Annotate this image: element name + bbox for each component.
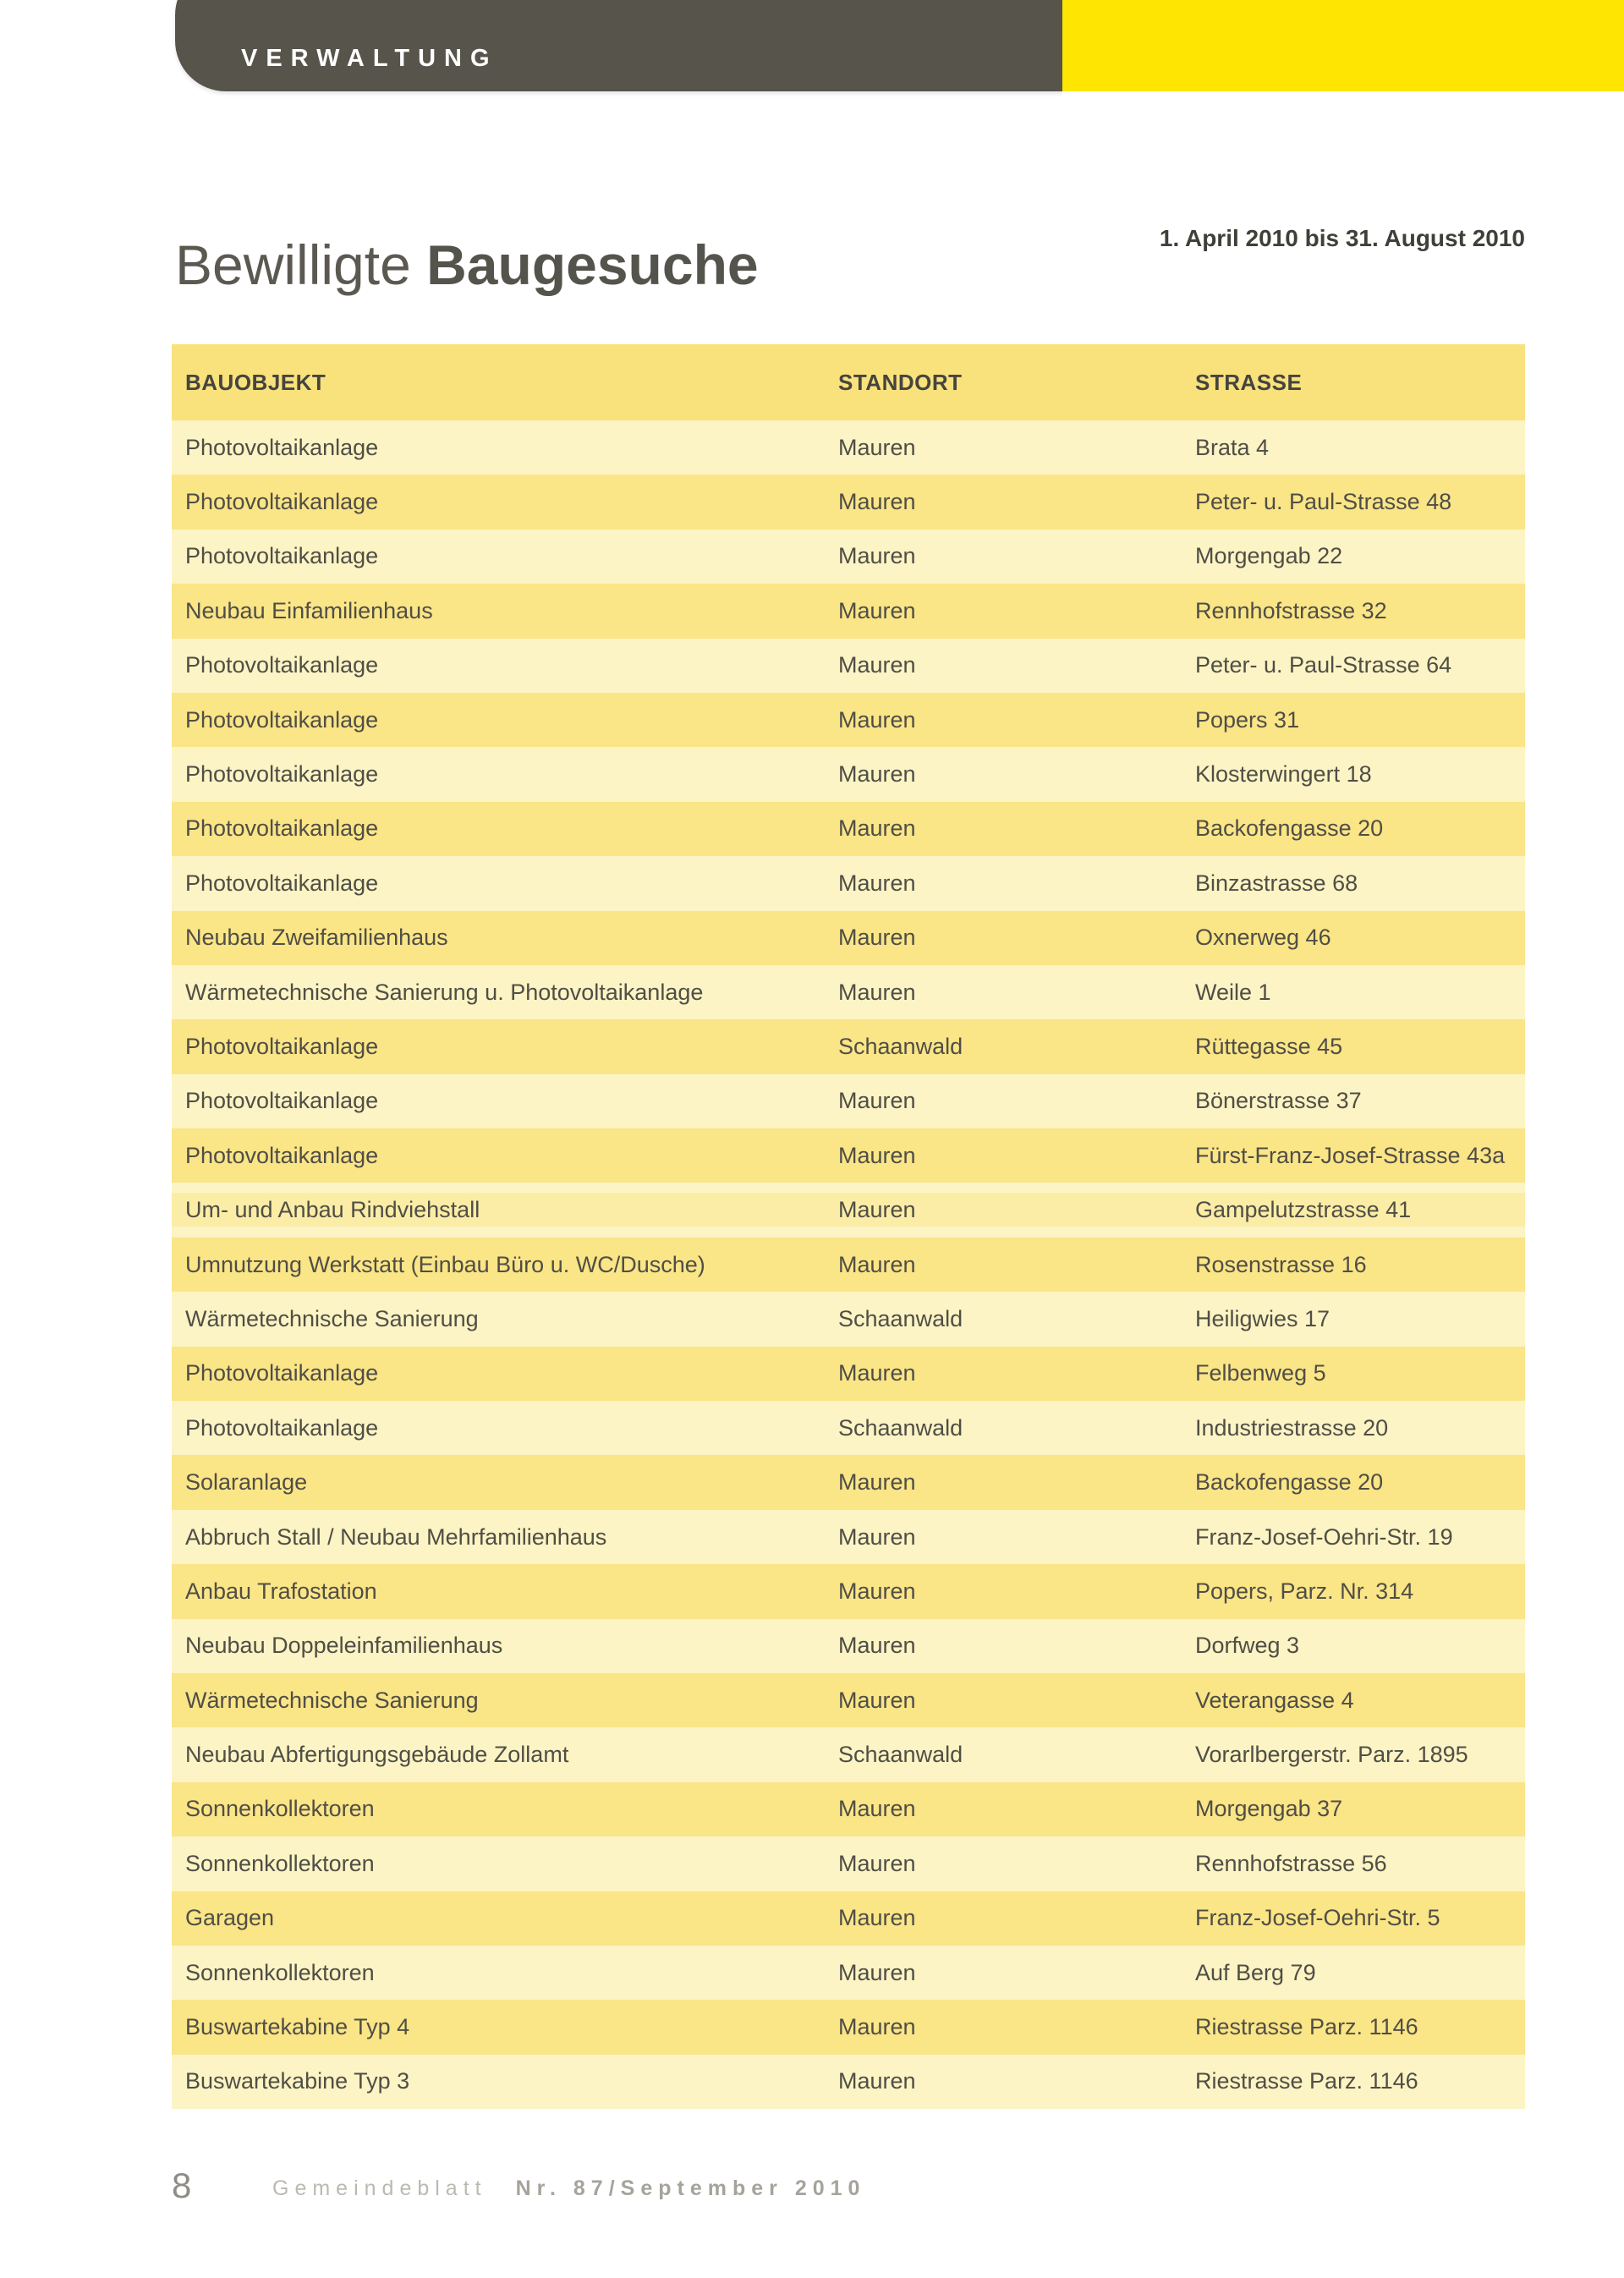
cell-standort: Mauren [838,652,916,678]
table-row [172,1128,1525,1183]
page-number: 8 [172,2165,192,2205]
cell-strasse: Felbenweg 5 [1195,1360,1326,1386]
cell-bauobjekt: Photovoltaikanlage [185,434,379,460]
table-row [172,1619,1525,1673]
cell-bauobjekt: Sonnenkollektoren [185,1959,375,1985]
cell-strasse: Franz-Josef-Oehri-Str. 19 [1195,1523,1453,1550]
table-row [172,1510,1525,1564]
table-row [172,1727,1525,1781]
page-title-regular: Bewilligte [175,233,411,297]
cell-strasse: Heiligwies 17 [1195,1305,1330,1331]
table-row [172,1891,1525,1946]
cell-bauobjekt: Buswartekabine Typ 3 [185,2068,410,2094]
table-row [172,1673,1525,1727]
cell-bauobjekt: Photovoltaikanlage [185,1414,379,1441]
cell-strasse: Dorfweg 3 [1195,1633,1300,1659]
table-row [172,584,1525,638]
cell-standort: Schaanwald [838,1033,963,1059]
table-row [172,1564,1525,1618]
cell-strasse: Rennhofstrasse 56 [1195,1850,1387,1876]
cell-bauobjekt: Photovoltaikanlage [185,761,379,788]
cell-strasse: Morgengab 22 [1195,543,1343,569]
cell-bauobjekt: Umnutzung Werkstatt (Einbau Büro u. WC/Dusche) [185,1251,705,1277]
cell-bauobjekt: Neubau Doppeleinfamilienhaus [185,1633,503,1659]
table-row [172,693,1525,747]
cell-strasse: Vorarlbergerstr. Parz. 1895 [1195,1742,1468,1768]
date-range: 1. April 2010 bis 31. August 2010 [1159,225,1525,251]
table-row [172,1292,1525,1346]
cell-bauobjekt: Solaranlage [185,1469,308,1496]
cell-bauobjekt: Photovoltaikanlage [185,1360,379,1386]
table-row [172,965,1525,1019]
cell-strasse: Gampelutzstrasse 41 [1195,1196,1412,1222]
banner-yellow-block [1062,0,1624,91]
cell-standort: Mauren [838,1088,916,1114]
cell-standort: Mauren [838,1850,916,1876]
cell-standort: Schaanwald [838,1742,963,1768]
table-row [172,1455,1525,1509]
cell-standort: Mauren [838,1251,916,1277]
cell-standort: Mauren [838,1633,916,1659]
building-permits-table [172,344,1525,2109]
cell-strasse: Brata 4 [1195,434,1270,460]
cell-bauobjekt: Photovoltaikanlage [185,815,379,842]
table-row [172,1019,1525,1073]
column-header-bauobjekt: BAUOBJEKT [185,369,326,395]
footer-issue: Nr. 87/September 2010 [515,2176,866,2200]
cell-strasse: Auf Berg 79 [1195,1959,1316,1985]
cell-bauobjekt: Neubau Zweifamilienhaus [185,925,448,951]
cell-strasse: Morgengab 37 [1195,1796,1343,1822]
cell-strasse: Klosterwingert 18 [1195,761,1372,788]
cell-standort: Mauren [838,1796,916,1822]
cell-strasse: Rüttegasse 45 [1195,1033,1343,1059]
section-label: VERWALTUNG [241,45,498,72]
cell-bauobjekt: Photovoltaikanlage [185,1142,379,1168]
cell-standort: Mauren [838,1196,916,1222]
cell-bauobjekt: Abbruch Stall / Neubau Mehrfamilienhaus [185,1523,607,1550]
cell-bauobjekt: Photovoltaikanlage [185,543,379,569]
cell-strasse: Binzastrasse 68 [1195,870,1358,896]
cell-bauobjekt: Neubau Abfertigungsgebäude Zollamt [185,1742,569,1768]
cell-standort: Mauren [838,1142,916,1168]
cell-standort: Mauren [838,925,916,951]
cell-standort: Schaanwald [838,1414,963,1441]
cell-strasse: Peter- u. Paul-Strasse 48 [1195,489,1452,515]
cell-bauobjekt: Anbau Trafostation [185,1578,377,1604]
cell-strasse: Bönerstrasse 37 [1195,1088,1362,1114]
table-row [172,1347,1525,1401]
cell-standort: Mauren [838,597,916,623]
table-row [172,911,1525,965]
cell-bauobjekt: Photovoltaikanlage [185,1088,379,1114]
column-header-standort: STANDORT [838,369,963,395]
table-row [172,1401,1525,1455]
table-body [172,420,1525,2109]
cell-bauobjekt: Photovoltaikanlage [185,706,379,733]
table-row [172,530,1525,584]
cell-standort: Mauren [838,1469,916,1496]
cell-strasse: Franz-Josef-Oehri-Str. 5 [1195,1905,1440,1931]
cell-standort: Mauren [838,2014,916,2040]
cell-bauobjekt: Wärmetechnische Sanierung [185,1305,479,1331]
table-row [172,420,1525,475]
cell-strasse: Backofengasse 20 [1195,1469,1384,1496]
cell-standort: Mauren [838,1959,916,1985]
page-title [175,233,759,297]
cell-bauobjekt: Wärmetechnische Sanierung u. Photovoltaikanlage [185,979,704,1005]
cell-strasse: Weile 1 [1195,979,1271,1005]
footer-publication: Gemeindeblatt [272,2176,487,2200]
footer-line [272,2176,865,2201]
cell-bauobjekt: Sonnenkollektoren [185,1850,375,1876]
cell-strasse: Rennhofstrasse 32 [1195,597,1387,623]
cell-standort: Mauren [838,706,916,733]
cell-standort: Mauren [838,1578,916,1604]
table-row [172,639,1525,693]
section-banner [175,0,1062,91]
cell-standort: Mauren [838,2068,916,2094]
cell-standort: Schaanwald [838,1305,963,1331]
cell-strasse: Riestrasse Parz. 1146 [1195,2068,1418,2094]
cell-bauobjekt: Buswartekabine Typ 4 [185,2014,410,2040]
cell-strasse: Popers 31 [1195,706,1300,733]
cell-strasse: Industriestrasse 20 [1195,1414,1389,1441]
cell-strasse: Veterangasse 4 [1195,1687,1354,1713]
cell-bauobjekt: Garagen [185,1905,275,1931]
table-row [172,802,1525,856]
cell-strasse: Oxnerweg 46 [1195,925,1331,951]
page-title-bold: Baugesuche [426,233,759,297]
cell-standort: Mauren [838,543,916,569]
cell-standort: Mauren [838,434,916,460]
cell-standort: Mauren [838,761,916,788]
cell-bauobjekt: Photovoltaikanlage [185,1033,379,1059]
table-row [172,2055,1525,2109]
cell-standort: Mauren [838,1360,916,1386]
cell-strasse: Rosenstrasse 16 [1195,1251,1367,1277]
cell-strasse: Backofengasse 20 [1195,815,1384,842]
cell-standort: Mauren [838,1523,916,1550]
cell-bauobjekt: Photovoltaikanlage [185,489,379,515]
table-row [172,747,1525,801]
cell-bauobjekt: Photovoltaikanlage [185,870,379,896]
table-row [172,1183,1525,1237]
cell-strasse: Peter- u. Paul-Strasse 64 [1195,652,1452,678]
table-row [172,856,1525,910]
cell-bauobjekt: Sonnenkollektoren [185,1796,375,1822]
cell-standort: Mauren [838,489,916,515]
column-header-strasse: STRASSE [1195,369,1303,395]
table-row [172,1836,1525,1891]
cell-strasse: Popers, Parz. Nr. 314 [1195,1578,1414,1604]
table-row [172,1238,1525,1292]
cell-standort: Mauren [838,1905,916,1931]
cell-standort: Mauren [838,979,916,1005]
cell-strasse: Fürst-Franz-Josef-Strasse 43a [1195,1142,1506,1168]
cell-strasse: Riestrasse Parz. 1146 [1195,2014,1418,2040]
cell-standort: Mauren [838,1687,916,1713]
table-row [172,475,1525,529]
table-row [172,1782,1525,1836]
table-row [172,1074,1525,1128]
cell-standort: Mauren [838,870,916,896]
table-row [172,1946,1525,2000]
cell-bauobjekt: Wärmetechnische Sanierung [185,1687,479,1713]
cell-bauobjekt: Photovoltaikanlage [185,652,379,678]
table-header-row [172,344,1525,420]
cell-bauobjekt: Um- und Anbau Rindviehstall [185,1196,480,1222]
cell-standort: Mauren [838,815,916,842]
table-row [172,2000,1525,2054]
cell-bauobjekt: Neubau Einfamilienhaus [185,597,433,623]
